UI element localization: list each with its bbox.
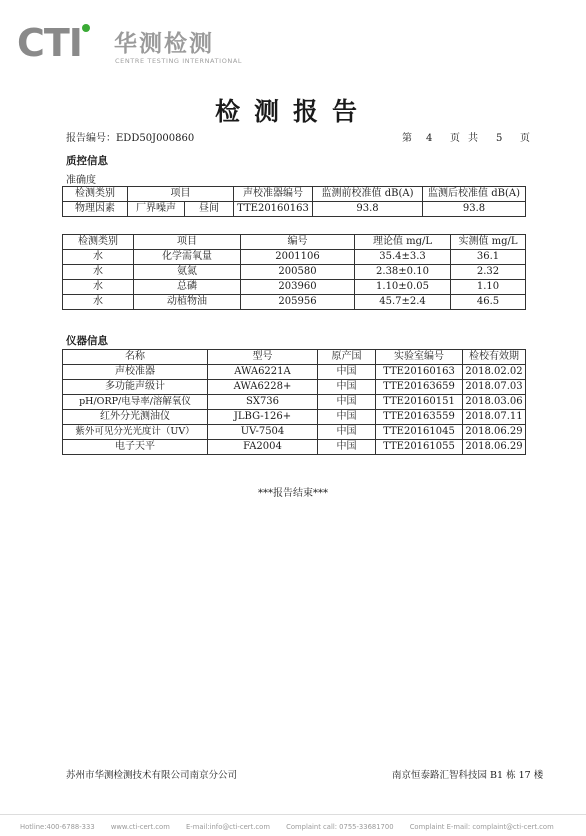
cell: 中国: [318, 365, 376, 380]
cell: 多功能声级计: [63, 380, 208, 395]
table-header-row: [63, 350, 526, 365]
email-link[interactable]: E-mail:info@cti-cert.com: [186, 823, 270, 831]
table-header-row: [63, 235, 526, 250]
header-cell: 型号: [208, 350, 318, 365]
cell: 35.4±3.3: [355, 250, 451, 265]
header-cell: 理论值 mg/L: [355, 235, 451, 250]
cell: 2018.06.29: [463, 425, 526, 440]
cell: 93.8: [423, 202, 526, 217]
cell: 1.10±0.05: [355, 280, 451, 295]
table-row: [63, 250, 526, 265]
logo-cn-name: 华测检测: [114, 31, 214, 57]
cell: 水: [63, 250, 134, 265]
cell: 紫外可见分光光度计（UV）: [63, 425, 208, 440]
table-row: [63, 440, 526, 455]
cell: SX736: [208, 395, 318, 410]
header-cell: 实验室编号: [376, 350, 463, 365]
cell: 中国: [318, 380, 376, 395]
footer-address: 南京恒泰路汇智科技园 B1 栋 17 楼: [392, 770, 544, 781]
cell: 200580: [241, 265, 355, 280]
header-cell: 声校准器编号: [234, 187, 313, 202]
page-word-ye: 页: [520, 133, 530, 144]
cell: 2.38±0.10: [355, 265, 451, 280]
cell: 水: [63, 265, 134, 280]
table-row: [63, 280, 526, 295]
cell: 93.8: [313, 202, 423, 217]
cell: 36.1: [451, 250, 526, 265]
cell: 2.32: [451, 265, 526, 280]
cell: 水: [63, 280, 134, 295]
report-end-marker: ***报告结束***: [258, 488, 328, 499]
cell: 2018.07.11: [463, 410, 526, 425]
contact-bar: [0, 823, 586, 831]
cell: 昼间: [185, 202, 234, 217]
cell: 2018.03.06: [463, 395, 526, 410]
instruments-heading: 仪器信息: [66, 335, 108, 347]
cell: 205956: [241, 295, 355, 310]
cell: 红外分光测油仪: [63, 410, 208, 425]
cell: 2001106: [241, 250, 355, 265]
cell: 总磷: [134, 280, 241, 295]
cell: TTE20161055: [376, 440, 463, 455]
table-row: [63, 395, 526, 410]
cell: 水: [63, 295, 134, 310]
logo-en-name: CENTRE TESTING INTERNATIONAL: [115, 57, 243, 65]
header-cell: 实测值 mg/L: [451, 235, 526, 250]
cell: 2018.06.29: [463, 440, 526, 455]
cell: 电子天平: [63, 440, 208, 455]
header-cell: 检测类别: [63, 187, 128, 202]
page-total: 5: [496, 133, 503, 144]
cell: AWA6221A: [208, 365, 318, 380]
table-row: [63, 380, 526, 395]
cell: pH/ORP/电导率/溶解氧仪: [63, 395, 208, 410]
report-number: 报告编号：EDD50J000860: [66, 133, 195, 144]
cell: 中国: [318, 440, 376, 455]
table-row: [63, 202, 526, 217]
header-cell: 监测后校准值 dB(A): [423, 187, 526, 202]
cell: AWA6228+: [208, 380, 318, 395]
cell: FA2004: [208, 440, 318, 455]
header-cell: 名称: [63, 350, 208, 365]
cell: 动植物油: [134, 295, 241, 310]
cell: TTE20161045: [376, 425, 463, 440]
complaint-email-link[interactable]: Complaint E-mail: complaint@cti-cert.com: [409, 823, 554, 831]
calibration-table: [62, 186, 526, 217]
header-cell: 编号: [241, 235, 355, 250]
table-row: [63, 265, 526, 280]
cell: 2018.02.02: [463, 365, 526, 380]
cell: 中国: [318, 425, 376, 440]
cell: 中国: [318, 410, 376, 425]
logo-green-dot: [82, 24, 90, 32]
header-cell: 检校有效期: [463, 350, 526, 365]
cell: 2018.07.03: [463, 380, 526, 395]
logo-brand: CTI: [17, 21, 82, 65]
cell: TTE20160163: [234, 202, 313, 217]
cell: 化学需氧量: [134, 250, 241, 265]
header-cell: 检测类别: [63, 235, 134, 250]
page-word-di: 第: [402, 133, 412, 144]
page-current: 4: [426, 133, 433, 144]
table-header-row: [63, 187, 526, 202]
cell: 厂界噪声: [128, 202, 185, 217]
header-cell: 监测前校准值 dB(A): [313, 187, 423, 202]
header-cell: 项目: [128, 187, 234, 202]
cell: 203960: [241, 280, 355, 295]
website-link[interactable]: www.cti-cert.com: [110, 823, 170, 831]
table-row: [63, 295, 526, 310]
header-cell: 原产国: [318, 350, 376, 365]
cell: JLBG-126+: [208, 410, 318, 425]
hotline-text: Hotline:400-6788-333: [20, 823, 95, 831]
cell: TTE20160151: [376, 395, 463, 410]
table-row: [63, 365, 526, 380]
cell: 声校准器: [63, 365, 208, 380]
cell: 氨氮: [134, 265, 241, 280]
page-info: [402, 129, 530, 144]
qc-heading: 质控信息: [66, 155, 108, 167]
cell: 45.7±2.4: [355, 295, 451, 310]
table-row: [63, 425, 526, 440]
footer-company: 苏州市华测检测技术有限公司南京分公司: [66, 770, 238, 781]
cell: TTE20160163: [376, 365, 463, 380]
cell: TTE20163559: [376, 410, 463, 425]
cell: 中国: [318, 395, 376, 410]
table-row: [63, 410, 526, 425]
cell: 物理因素: [63, 202, 128, 217]
water-qc-table: [62, 234, 526, 310]
header-cell: 项目: [134, 235, 241, 250]
complaint-call-text: Complaint call: 0755-33681700: [286, 823, 394, 831]
cell: 1.10: [451, 280, 526, 295]
cell: TTE20163659: [376, 380, 463, 395]
report-title: 检测报告: [214, 97, 371, 126]
page-word-total: 页共: [450, 133, 486, 144]
instruments-table: [62, 349, 526, 455]
cell: UV-7504: [208, 425, 318, 440]
footer-divider: [0, 814, 586, 815]
accuracy-subheading: 准确度: [66, 175, 96, 186]
cell: 46.5: [451, 295, 526, 310]
